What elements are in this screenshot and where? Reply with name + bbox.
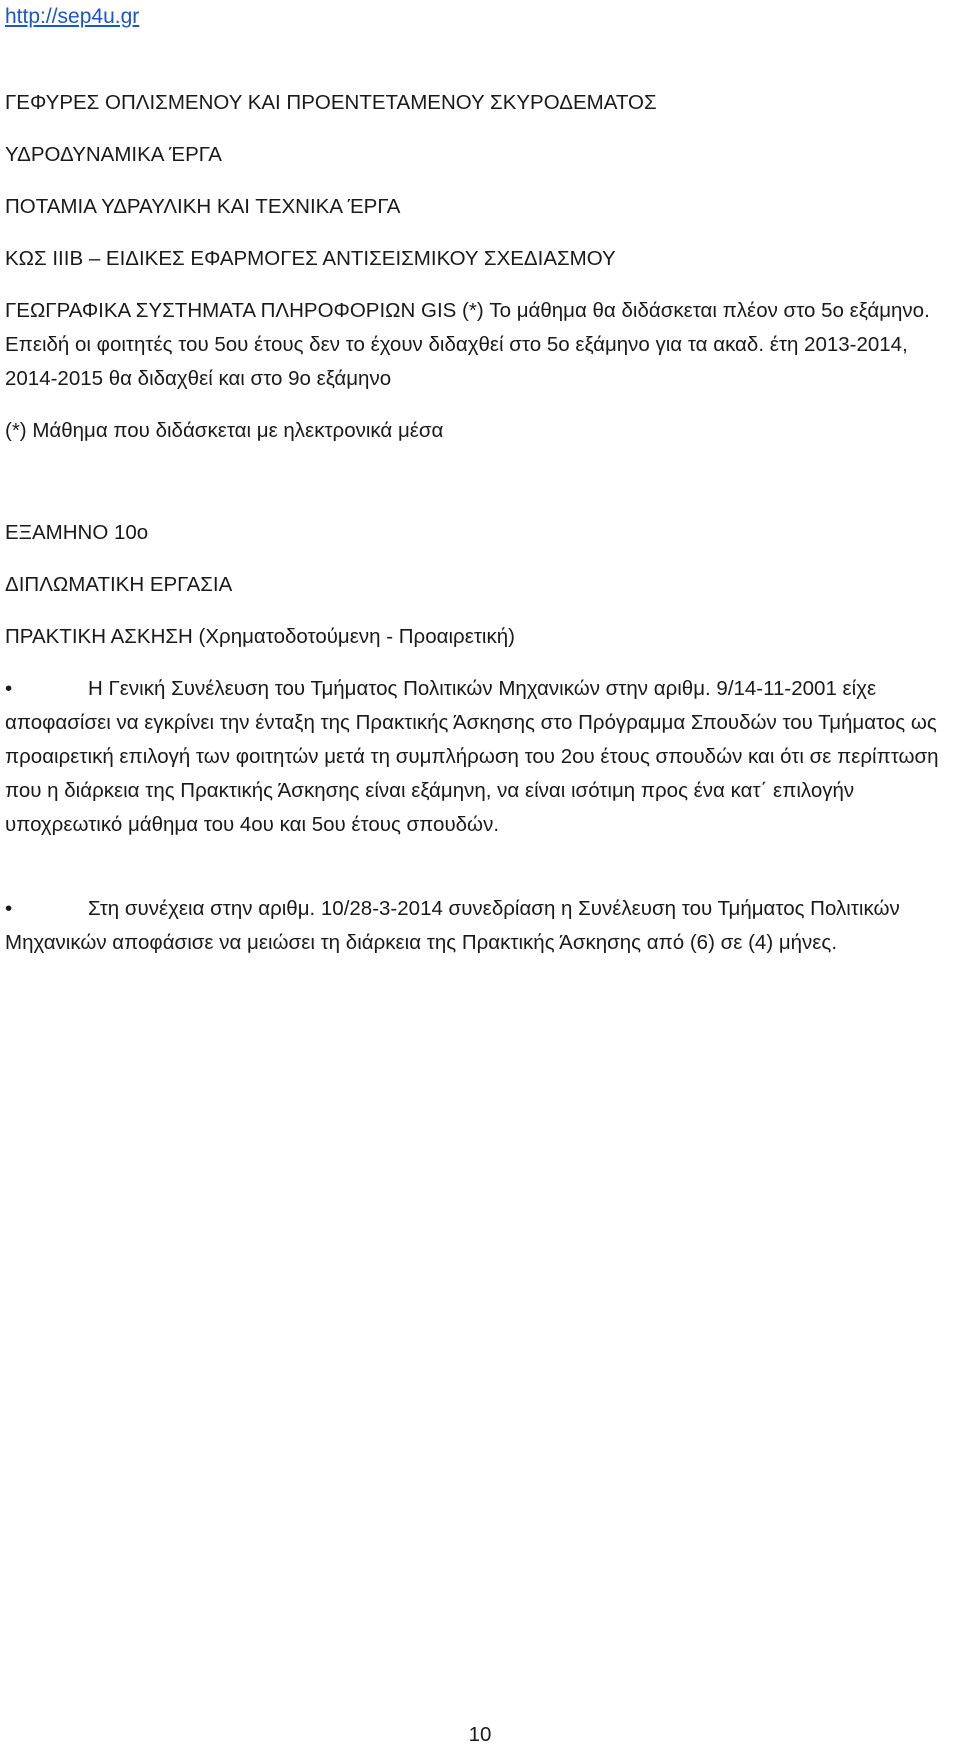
- site-link[interactable]: http://sep4u.gr: [5, 5, 140, 28]
- course-line: ΚΩΣ IIIB – ΕΙΔΙΚΕΣ ΕΦΑΡΜΟΓΕΣ ΑΝΤΙΣΕΙΣΜΙΚΟΥ ΣΧΕΔΙΑΣΜΟΥ: [5, 247, 616, 270]
- semester-title: ΕΞΑΜΗΝΟ 10ο: [5, 521, 149, 544]
- course-line: ΥΔΡΟΔΥΝΑΜΙΚΑ ΈΡΓΑ: [5, 143, 222, 166]
- bullet-text: Η Γενική Συνέλευση του Τμήματος Πολιτικών Μηχανικών στην αριθμ. 9/14-11-2001 είχε αποφασίσει να εγκρίνει την ένταξη της Πρακτικής Άσκησης στο Πρόγραμμα Σπουδών του Τμήματος ως προαιρετική επιλογή των φοιτητών μετά τη συμπλήρωση του 2ου έτους σπουδών και ότι σε περίπτωση που η διάρκεια της Πρακτικής Άσκησης είναι εξάμηνη, να είναι ισότιμη προς ένα κατ΄ επιλογήν υποχρεωτικό μάθημα του 4ου και 5ου έτους σπουδών.: [5, 677, 939, 836]
- semester-item: ΠΡΑΚΤΙΚΗ ΑΣΚΗΣΗ (Χρηματοδοτούμενη - Προαιρετική): [5, 625, 515, 648]
- course-line: ΠΟΤΑΜΙΑ ΥΔΡΑΥΛΙΚΗ ΚΑΙ ΤΕΧΝΙΚΑ ΈΡΓΑ: [5, 195, 401, 218]
- footnote: (*) Μάθημα που διδάσκεται με ηλεκτρονικά μέσα: [5, 419, 444, 442]
- bullet-icon: •: [5, 897, 13, 920]
- bullet-text: Στη συνέχεια στην αριθμ. 10/28-3-2014 συνεδρίαση η Συνέλευση του Τμήματος Πολιτικών Μηχανικών αποφάσισε να μειώσει τη διάρκεια της Πρακτικής Άσκησης από (6) σε (4) μήνες.: [5, 897, 900, 954]
- course-line-gis: ΓΕΩΓΡΑΦΙΚΑ ΣΥΣΤΗΜΑΤΑ ΠΛΗΡΟΦΟΡΙΩΝ GIS (*) Το μάθημα θα διδάσκεται πλέον στο 5ο εξάμηνο. Επειδή οι φοιτητές του 5ου έτους δεν το έχουν διδαχθεί στο 5ο εξάμηνο για τα ακαδ. έτη 2013-2014, 2014-2015 θα διδαχθεί και στο 9ο εξάμηνο: [5, 299, 930, 390]
- page-number: 10: [468, 1723, 492, 1746]
- course-line: ΓΕΦΥΡΕΣ ΟΠΛΙΣΜΕΝΟΥ ΚΑΙ ΠΡΟΕΝΤΕΤΑΜΕΝΟΥ ΣΚΥΡΟΔΕΜΑΤΟΣ: [5, 91, 657, 114]
- bullet-item: [5, 672, 945, 842]
- bullet-item: [5, 892, 945, 960]
- semester-item: ΔΙΠΛΩΜΑΤΙΚΗ ΕΡΓΑΣΙΑ: [5, 573, 233, 596]
- bullet-icon: •: [5, 677, 13, 700]
